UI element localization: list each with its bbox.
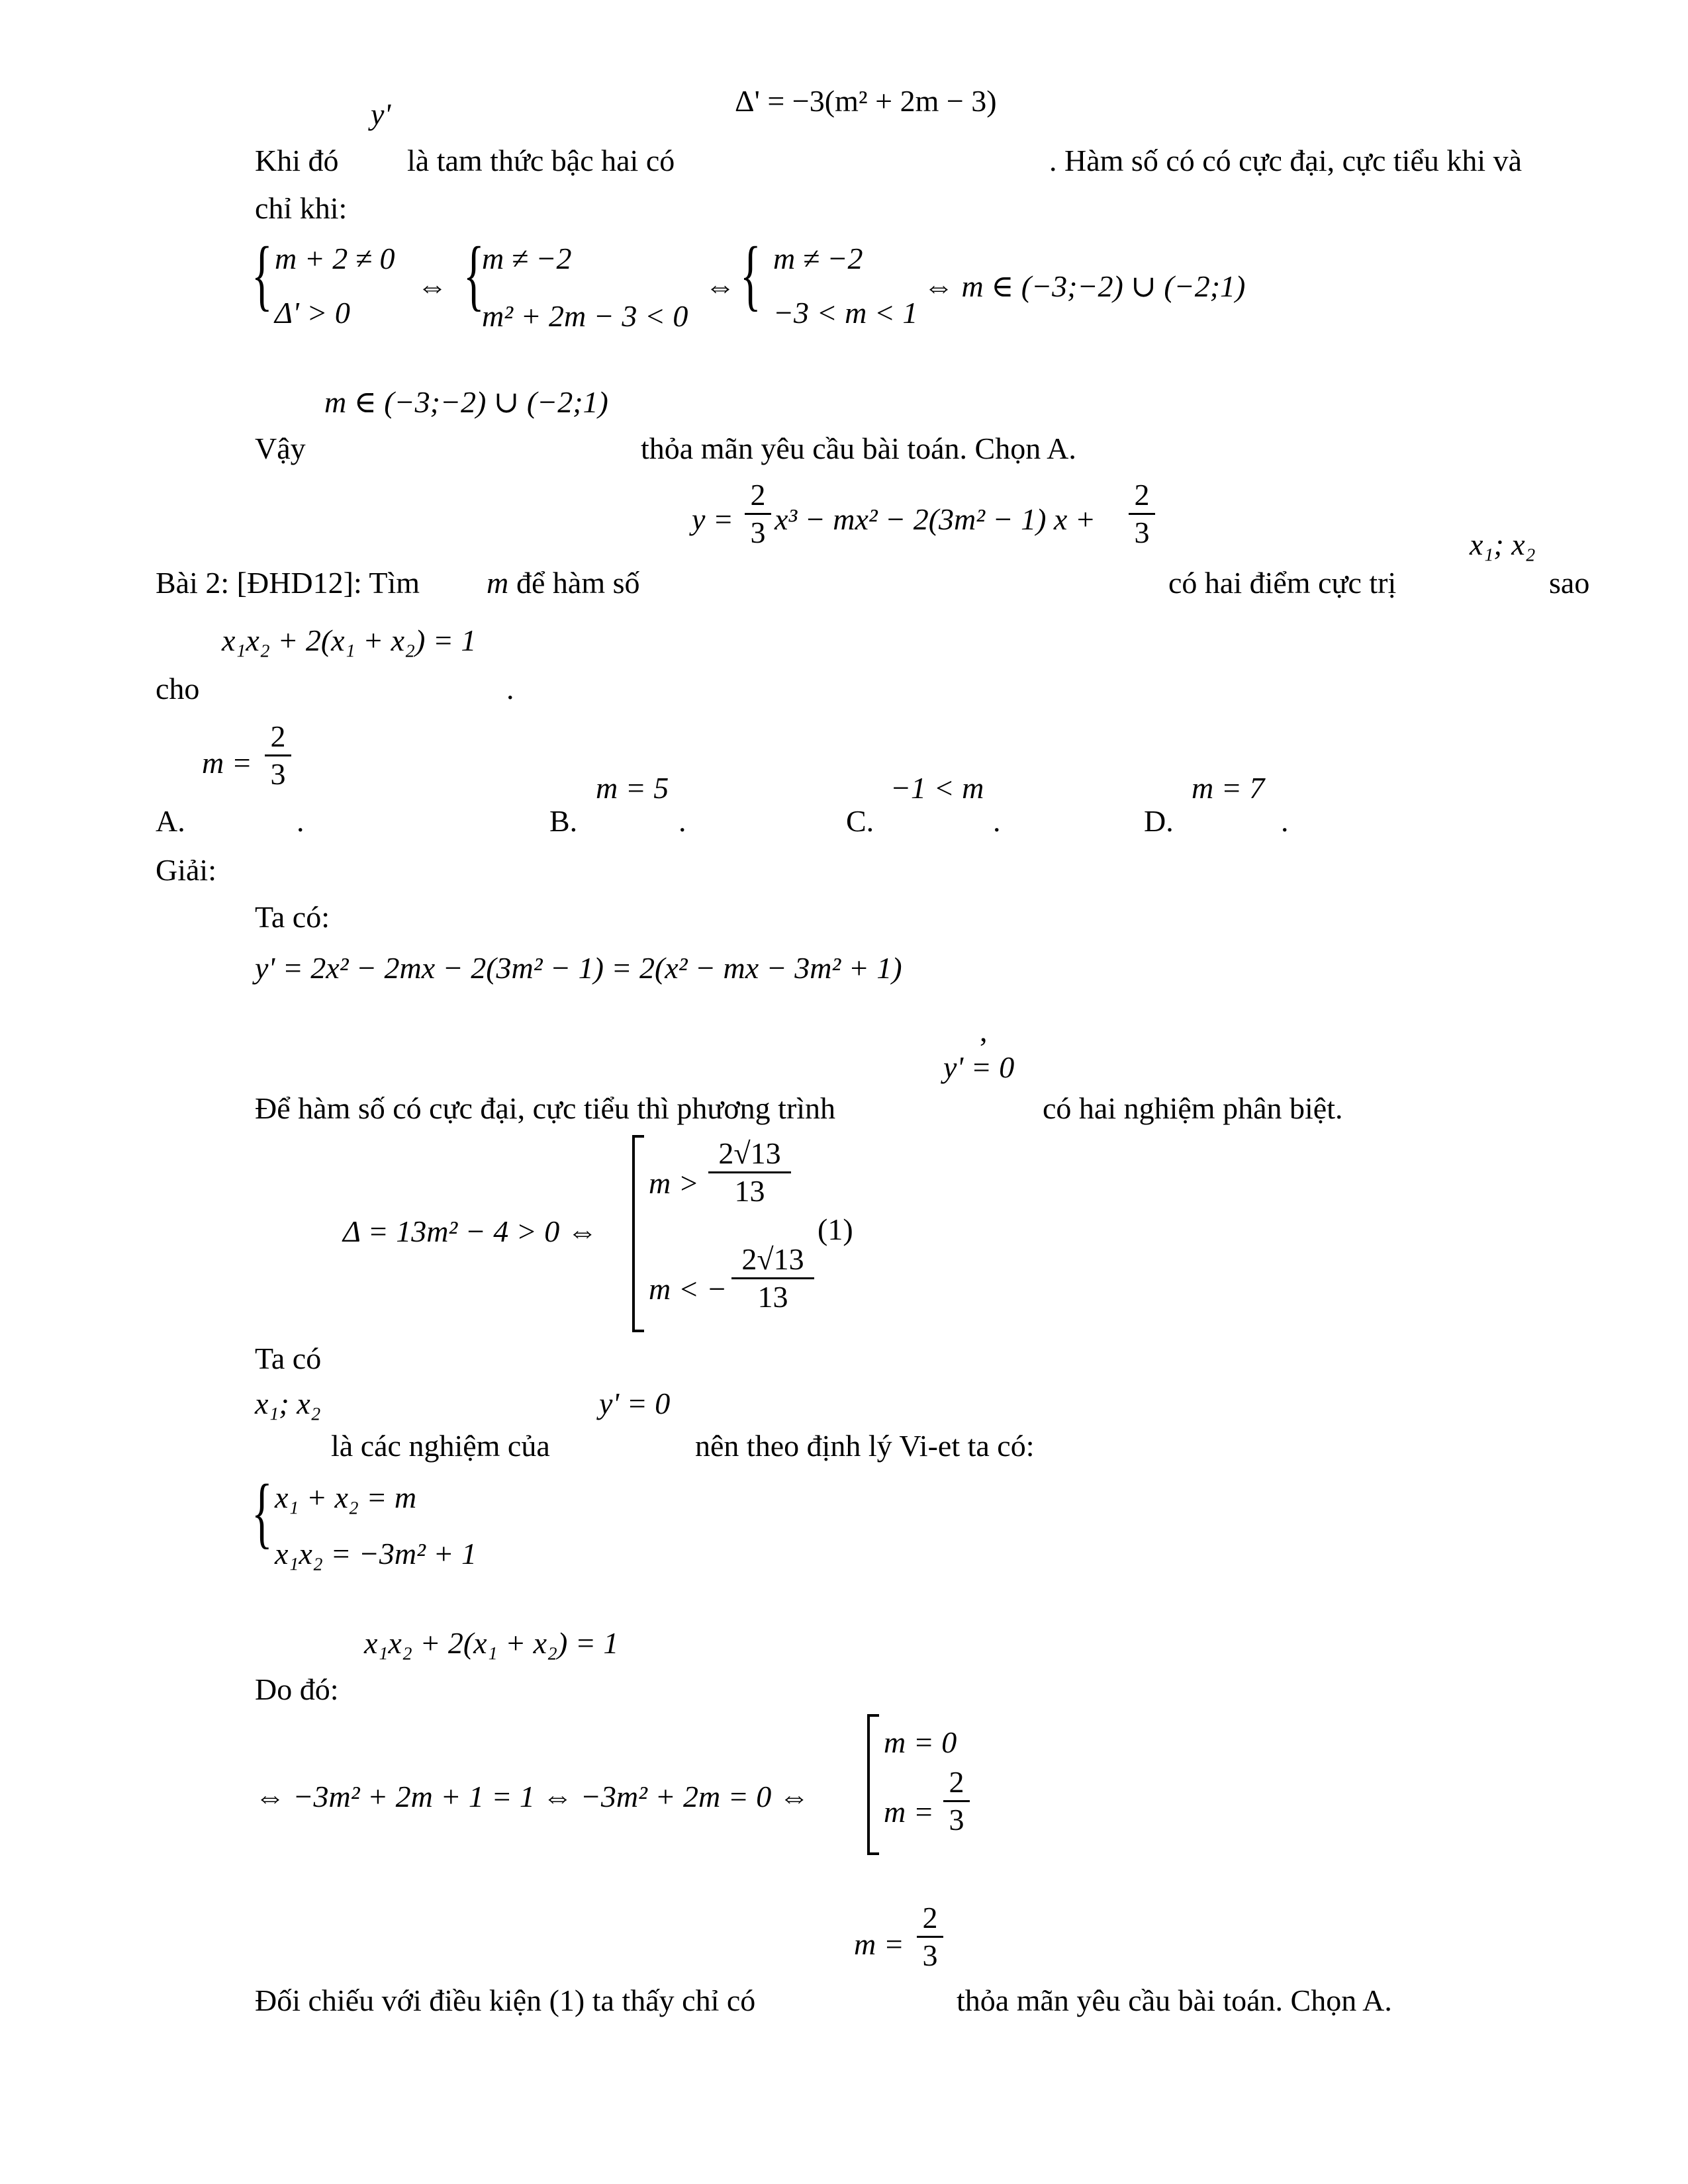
x1-x2-roots: x₁; x₂ bbox=[255, 1387, 321, 1420]
func-body: x³ − mx² − 2(3m² − 1) x + bbox=[774, 502, 1096, 536]
text-do-do: Do đó: bbox=[255, 1672, 339, 1706]
text-bai-2: Bài 2: [ĐHD12]: Tìm bbox=[156, 566, 420, 600]
final-equation: ⇔ −3m² + 2m + 1 = 1 ⇔ −3m² + 2m = 0 ⇔ bbox=[255, 1780, 810, 1813]
iff-symbol: ⇔ bbox=[705, 269, 735, 303]
fraction-two-thirds: 2 3 bbox=[1129, 480, 1155, 548]
label-1: (1) bbox=[818, 1212, 853, 1246]
text-de-ham-so-co: Để hàm số có cực đại, cực tiểu thì phương trình bbox=[255, 1091, 836, 1125]
text-ta-co-2: Ta có bbox=[255, 1342, 322, 1375]
text-hai-nghiem: có hai nghiệm phân biệt. bbox=[1043, 1091, 1343, 1125]
y-prime-expr: y' bbox=[371, 97, 391, 131]
option-d-value: m = 7 bbox=[1192, 771, 1265, 805]
result-interval: ⇔ m ∈ (−3;−2) ∪ (−2;1) bbox=[923, 269, 1246, 303]
solution-m23-eq: m = bbox=[884, 1795, 934, 1829]
vieta-product: x₁x₂ = −3m² + 1 bbox=[275, 1537, 477, 1570]
text-dot: . bbox=[297, 804, 305, 838]
text-khi-do: Khi đó bbox=[255, 144, 339, 177]
y-prime-zero-2: y' = 0 bbox=[599, 1387, 671, 1420]
text-la-tam-thuc: là tam thức bậc hai có bbox=[407, 144, 675, 177]
func-y-eq: y = bbox=[692, 502, 733, 536]
system3-line2: −3 < m < 1 bbox=[773, 296, 918, 330]
m-less: m < − bbox=[649, 1272, 727, 1306]
fraction-two-thirds: 2 3 bbox=[943, 1767, 970, 1835]
condition-expr: x₁x₂ + 2(x₁ + x₂) = 1 bbox=[222, 623, 477, 657]
or-bracket bbox=[867, 1714, 879, 1855]
iff-symbol: ⇔ bbox=[417, 269, 447, 303]
text-nen-theo: nên theo định lý Vi-et ta có: bbox=[695, 1429, 1035, 1463]
fraction-2sqrt13-13: 2√13 13 bbox=[731, 1244, 814, 1312]
option-b-value: m = 5 bbox=[596, 771, 669, 805]
text-vay: Vậy bbox=[255, 432, 306, 465]
m-greater: m > bbox=[649, 1166, 699, 1200]
system2-line2: m² + 2m − 3 < 0 bbox=[482, 299, 688, 333]
option-b-label[interactable]: B. bbox=[549, 804, 578, 838]
text-ta-co: Ta có: bbox=[255, 900, 330, 934]
vieta-sum: x₁ + x₂ = m bbox=[275, 1480, 417, 1514]
m-interval: m ∈ (−3;−2) ∪ (−2;1) bbox=[324, 385, 608, 419]
y-prime-expansion: y' = 2x² − 2mx − 2(3m² − 1) = 2(x² − mx − 3m² + 1) bbox=[255, 951, 902, 985]
x1-x2-label: x₁; x₂ bbox=[1470, 527, 1536, 561]
text-dot: . bbox=[679, 804, 686, 838]
text-sao: sao bbox=[1549, 566, 1590, 600]
fraction-two-thirds: 2 3 bbox=[745, 480, 771, 548]
text-la-cac-nghiem: là các nghiệm của bbox=[331, 1429, 550, 1463]
text-dot: . bbox=[1281, 804, 1289, 838]
option-c-label[interactable]: C. bbox=[846, 804, 874, 838]
or-bracket bbox=[632, 1135, 644, 1332]
delta-expr: Δ = 13m² − 4 > 0 ⇔ bbox=[343, 1214, 598, 1248]
solution-m0: m = 0 bbox=[884, 1725, 957, 1759]
option-d-label[interactable]: D. bbox=[1144, 804, 1174, 838]
condition-expr-2: x₁x₂ + 2(x₁ + x₂) = 1 bbox=[364, 1626, 619, 1660]
text-thoa-man: thỏa mãn yêu cầu bài toán. Chọn A. bbox=[641, 432, 1076, 465]
system3-line1: m ≠ −2 bbox=[773, 242, 863, 275]
system-brace: { bbox=[463, 230, 485, 318]
y-prime-zero: y' = 0 bbox=[943, 1050, 1015, 1084]
fraction-two-thirds: 2 3 bbox=[917, 1903, 943, 1971]
system-brace: { bbox=[740, 230, 761, 318]
option-a-fraction: 2 3 bbox=[265, 721, 291, 790]
system2-line1: m ≠ −2 bbox=[482, 242, 572, 275]
text-doi-chieu: Đối chiếu với điều kiện (1) ta thấy chỉ có bbox=[255, 1983, 756, 2017]
text-comma: , bbox=[980, 1014, 988, 1048]
text-cho: cho bbox=[156, 672, 200, 705]
var-m: m bbox=[487, 566, 509, 600]
text-ham-so-co: . Hàm số có có cực đại, cực tiểu khi và bbox=[1049, 144, 1523, 177]
option-c-value: −1 < m bbox=[890, 771, 984, 805]
text-thoa-man-final: thỏa mãn yêu cầu bài toán. Chọn A. bbox=[957, 1983, 1392, 2017]
text-co-hai-diem: có hai điểm cực trị bbox=[1168, 566, 1397, 600]
text-giai: Giải: bbox=[156, 853, 216, 887]
option-a-label[interactable]: A. bbox=[156, 804, 185, 838]
option-a-m-eq: m = bbox=[202, 746, 252, 780]
text-dot: . bbox=[993, 804, 1001, 838]
final-m-eq: m = bbox=[854, 1927, 904, 1961]
system1-line1: m + 2 ≠ 0 bbox=[275, 242, 395, 275]
system-brace: { bbox=[252, 230, 273, 318]
text-dot: . bbox=[506, 672, 514, 705]
text-de-ham-so: để hàm số bbox=[516, 566, 640, 600]
vieta-brace: { bbox=[252, 1468, 273, 1556]
system1-line2: Δ' > 0 bbox=[275, 296, 350, 330]
fraction-2sqrt13-13: 2√13 13 bbox=[708, 1138, 791, 1206]
text-chi-khi: chỉ khi: bbox=[255, 191, 348, 225]
delta-prime-expr: Δ' = −3(m² + 2m − 3) bbox=[735, 84, 997, 118]
